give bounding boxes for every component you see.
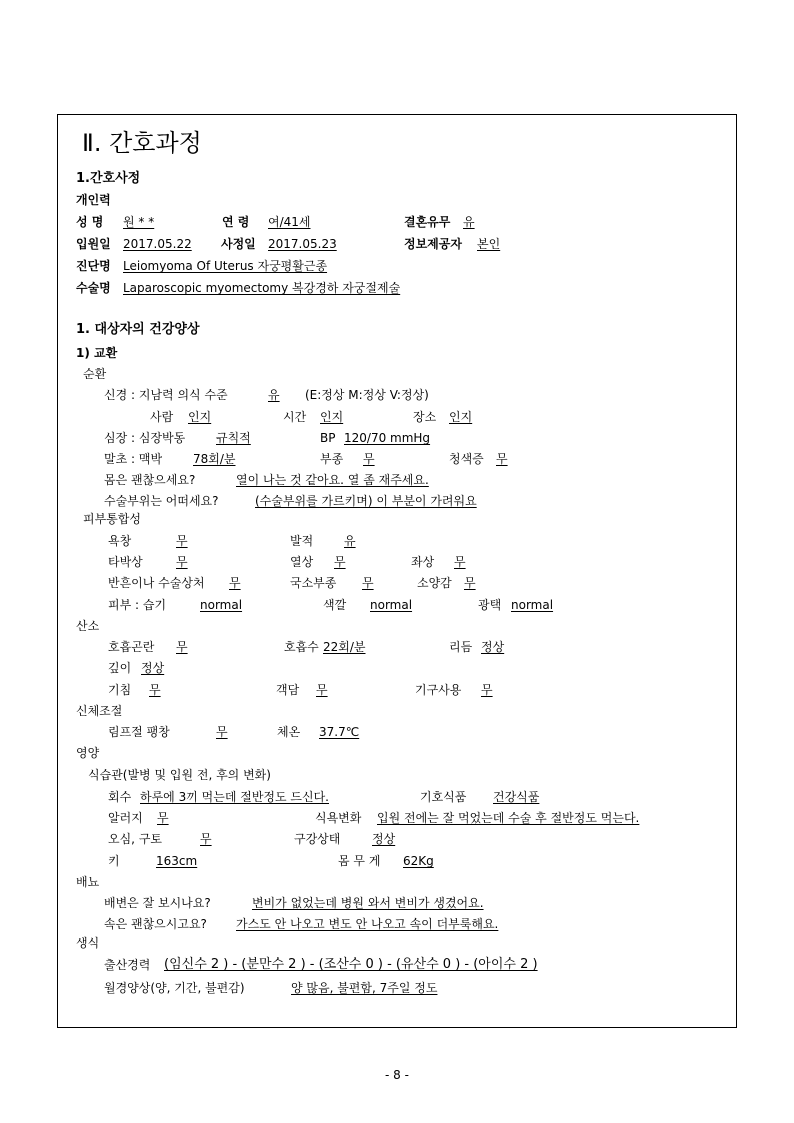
allergy-value: 무 — [157, 811, 169, 825]
time-label: 시간 — [283, 410, 307, 424]
operation-label: 수술명 — [76, 281, 111, 295]
scar-label: 반흔이나 수술상처 — [108, 576, 205, 590]
cough-value: 무 — [149, 683, 161, 697]
admit-label: 입원일 — [76, 237, 111, 251]
admit-value: 2017.05.22 — [123, 237, 192, 251]
temp-label: 체온 — [277, 725, 301, 739]
marriage-label: 결혼유무 — [404, 215, 451, 229]
section-heading-assessment: 1.간호사정 — [76, 171, 141, 186]
edema-label: 부종 — [320, 452, 344, 466]
depth-value: 정상 — [141, 661, 165, 675]
health-pattern-heading: 1. 대상자의 건강양상 — [76, 322, 200, 337]
contusion-value: 무 — [454, 555, 466, 569]
edema-value: 무 — [363, 452, 375, 466]
place-label: 장소 — [413, 410, 437, 424]
eating-habit-label: 식습관(발병 및 입원 전, 후의 변화) — [88, 768, 271, 782]
cyanosis-label: 청색증 — [449, 452, 484, 466]
nutrition-heading: 영양 — [76, 746, 100, 760]
local-edema-label: 국소부종 — [290, 576, 337, 590]
obstetric-label: 출산경력 — [104, 958, 151, 972]
marriage-value: 유 — [463, 215, 475, 229]
scar-value: 무 — [229, 576, 241, 590]
bowel-answer: 변비가 없었는데 병원 와서 변비가 생겼어요. — [252, 896, 484, 910]
operation-value: Laparoscopic myomectomy 복강경하 자궁절제술 — [123, 281, 401, 295]
skin-gloss-label: 광택 — [478, 598, 502, 612]
appetite-value: 입원 전에는 잘 먹었는데 수술 후 절반정도 먹는다. — [377, 811, 640, 825]
rash-value: 유 — [344, 534, 356, 548]
exchange-heading: 1) 교환 — [76, 346, 118, 360]
skin-moisture-label: 피부 : 습기 — [108, 598, 167, 612]
skin-heading: 피부통합성 — [83, 512, 141, 526]
circulation-heading: 순환 — [83, 367, 107, 381]
time-value: 인지 — [320, 410, 344, 424]
meal-frequency-label: 회수 — [108, 790, 132, 804]
page-title: Ⅱ. 간호과정 — [82, 129, 202, 157]
person-label: 사람 — [150, 410, 174, 424]
name-value: 원 * * — [123, 215, 155, 229]
lymph-label: 림프절 팽창 — [108, 725, 170, 739]
rr-label: 호흡수 — [284, 640, 319, 654]
skin-color-value: normal — [370, 598, 413, 612]
rhythm-value: 정상 — [481, 640, 505, 654]
pressure-label: 욕창 — [108, 534, 132, 548]
device-value: 무 — [481, 683, 493, 697]
answer-surgical-site: (수술부위를 가르키며) 이 부분이 가려워요 — [255, 494, 477, 508]
neuro-note: (E:정상 M:정상 V:정상) — [305, 388, 429, 402]
question-surgical-site: 수술부위는 어떠세요? — [104, 494, 219, 508]
oral-label: 구강상태 — [294, 832, 341, 846]
bowel-question: 배변은 잘 보시나요? — [104, 896, 211, 910]
meal-frequency-value: 하루에 3끼 먹는데 절반정도 드신다. — [140, 790, 329, 804]
informant-value: 본인 — [477, 237, 501, 251]
itch-label: 소양감 — [417, 576, 452, 590]
lymph-value: 무 — [216, 725, 228, 739]
allergy-label: 알러지 — [108, 811, 143, 825]
page-number: - 8 - — [385, 1068, 409, 1082]
neuro-value: 유 — [268, 388, 280, 402]
stomach-answer: 가스도 안 나오고 변도 안 나오고 속이 더부룩해요. — [236, 917, 499, 931]
appetite-label: 식욕변화 — [315, 811, 362, 825]
dyspnea-value: 무 — [176, 640, 188, 654]
sputum-value: 무 — [316, 683, 328, 697]
skin-color-label: 색깔 — [323, 598, 347, 612]
laceration-value: 무 — [334, 555, 346, 569]
personal-history-label: 개인력 — [76, 193, 111, 207]
height-label: 키 — [108, 854, 120, 868]
informant-label: 정보제공자 — [404, 237, 462, 251]
diagnosis-value: Leiomyoma Of Uterus 자궁평활근종 — [123, 259, 328, 273]
name-label: 성 명 — [76, 215, 104, 229]
nausea-value: 무 — [200, 832, 212, 846]
height-value: 163cm — [156, 854, 198, 868]
itch-value: 무 — [464, 576, 476, 590]
obstetric-value: (임신수 2 ) - (분만수 2 ) - (조산수 0 ) - (유산수 0 ) - (아이수 2 ) — [164, 957, 538, 972]
assess-value: 2017.05.23 — [268, 237, 337, 251]
laceration-label: 열상 — [290, 555, 314, 569]
depth-label: 깊이 — [108, 661, 132, 675]
skin-moisture-value: normal — [200, 598, 243, 612]
thermo-heading: 신체조절 — [76, 704, 123, 718]
rr-value: 22회/분 — [323, 640, 366, 654]
age-value: 여/41세 — [268, 215, 311, 229]
menses-label: 월경양상(양, 기간, 불편감) — [104, 981, 245, 995]
weight-label: 몸 무 게 — [338, 854, 381, 868]
preference-label: 기호식품 — [420, 790, 467, 804]
neuro-label: 신경 : 지남력 의식 수준 — [104, 388, 228, 402]
nausea-label: 오심, 구토 — [108, 832, 162, 846]
rhythm-label: 리듬 — [449, 640, 473, 654]
bruise-label: 타박상 — [108, 555, 143, 569]
local-edema-value: 무 — [362, 576, 374, 590]
rash-label: 발적 — [290, 534, 314, 548]
oxygen-heading: 산소 — [76, 619, 100, 633]
weight-value: 62Kg — [403, 854, 434, 868]
heart-rhythm: 규칙적 — [216, 431, 251, 445]
diagnosis-label: 진단명 — [76, 259, 111, 273]
question-body: 몸은 괜찮으세요? — [104, 473, 196, 487]
menses-value: 양 많음, 불편함, 7주일 정도 — [291, 981, 438, 995]
sputum-label: 객담 — [276, 683, 300, 697]
bruise-value: 무 — [176, 555, 188, 569]
pressure-value: 무 — [176, 534, 188, 548]
peripheral-label: 말초 : 맥박 — [104, 452, 163, 466]
temp-value: 37.7℃ — [319, 725, 360, 739]
contusion-label: 좌상 — [411, 555, 435, 569]
place-value: 인지 — [449, 410, 473, 424]
person-value: 인지 — [188, 410, 212, 424]
dyspnea-label: 호흡곤란 — [108, 640, 155, 654]
bp-value: 120/70 mmHg — [344, 431, 431, 445]
cough-label: 기침 — [108, 683, 132, 697]
reproduction-heading: 생식 — [76, 936, 100, 950]
heart-label: 심장 : 심장박동 — [104, 431, 186, 445]
oral-value: 정상 — [372, 832, 396, 846]
bp-label: BP — [320, 431, 336, 445]
stomach-question: 속은 괜찮으시고요? — [104, 917, 207, 931]
pulse-value: 78회/분 — [193, 452, 236, 466]
elimination-heading: 배뇨 — [76, 875, 100, 889]
preference-value: 건강식품 — [493, 790, 540, 804]
age-label: 연 령 — [222, 215, 250, 229]
skin-gloss-value: normal — [511, 598, 554, 612]
answer-body: 열이 나는 것 같아요. 열 좀 재주세요. — [236, 473, 429, 487]
assess-label: 사정일 — [221, 237, 256, 251]
device-label: 기구사용 — [415, 683, 462, 697]
cyanosis-value: 무 — [496, 452, 508, 466]
